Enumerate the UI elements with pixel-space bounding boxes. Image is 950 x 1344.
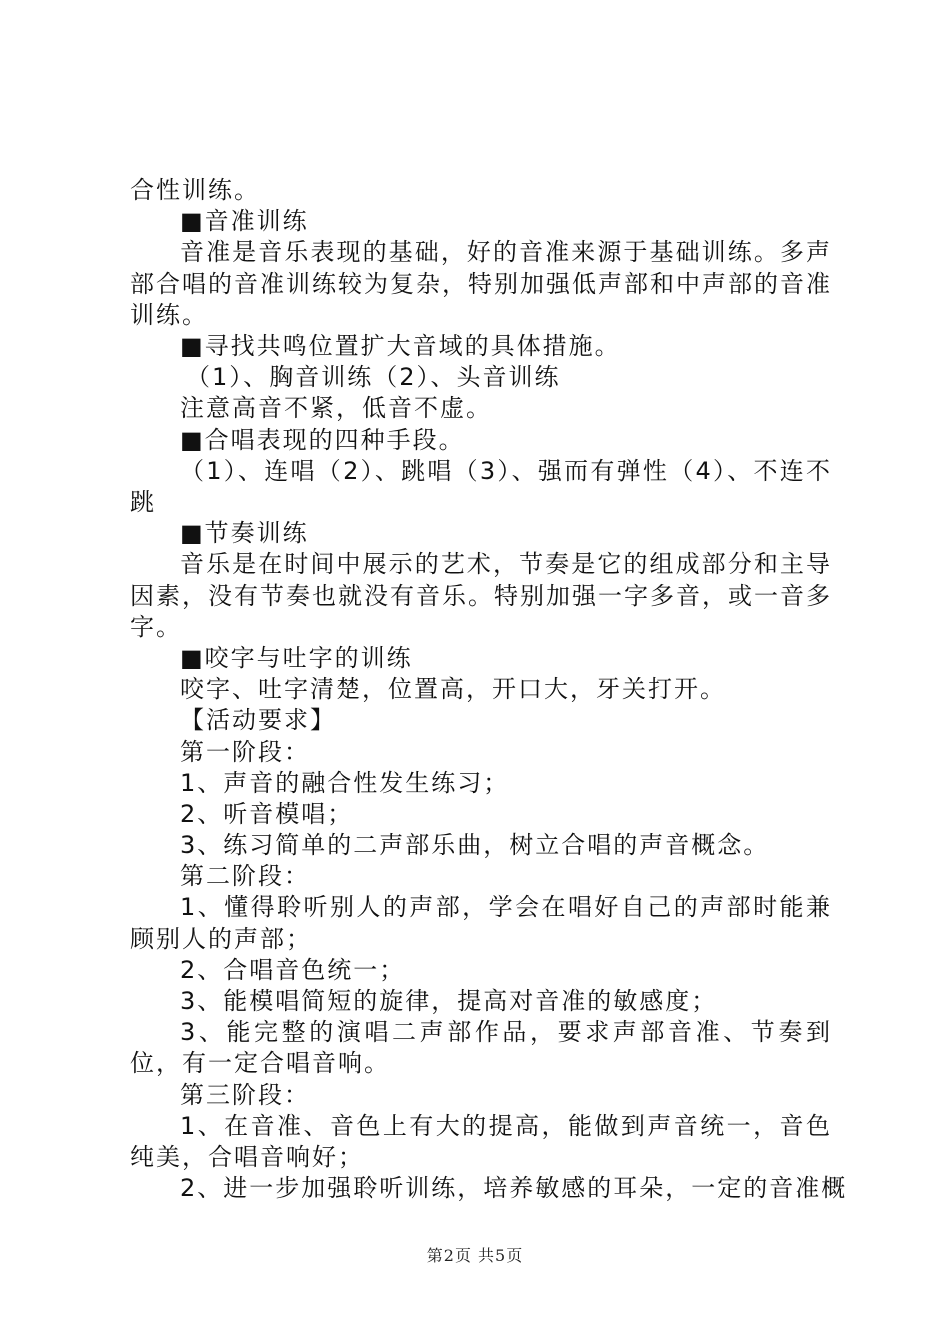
list-item: 1、懂得聆听别人的声部，学会在唱好自己的声部时能兼顾别人的声部； — [130, 893, 832, 953]
list-item: 3、能完整的演唱二声部作品，要求声部音准、节奏到位，有一定合唱音响。 — [130, 1018, 832, 1078]
section-heading: ■节奏训练 — [180, 519, 309, 548]
list-item: 1、在音准、音色上有大的提高，能做到声音统一，音色纯美，合唱音响好； — [130, 1111, 832, 1172]
paragraph: （1）、连唱（2）、跳唱（3）、强而有弹性（4）、不连不跳 — [130, 456, 832, 516]
section-heading: ■合唱表现的四种手段。 — [180, 425, 465, 454]
list-item: 3、练习简单的二声部乐曲，树立合唱的声音概念。 — [180, 831, 770, 860]
stage-heading: 第二阶段： — [180, 862, 310, 891]
section-heading: ■咬字与吐字的训练 — [180, 643, 413, 672]
list-item: 2、合唱音色统一； — [180, 955, 406, 984]
text-line: 合性训练。 — [130, 176, 260, 204]
stage-heading: 第三阶段： — [180, 1080, 310, 1109]
text-line: （1）、胸音训练（2）、头音训练 — [186, 363, 561, 392]
list-item: 3、能模唱简短的旋律，提高对音准的敏感度； — [180, 987, 718, 1016]
document-body — [130, 175, 848, 1204]
list-item: 2、进一步加强聆听训练，培养敏感的耳朵，一定的音准概 — [180, 1174, 848, 1203]
section-heading: ■寻找共鸣位置扩大音域的具体措施。 — [180, 331, 621, 360]
text-line: 注意高音不紧，低音不虚。 — [180, 394, 492, 423]
section-heading: 【活动要求】 — [180, 706, 336, 735]
stage-heading: 第一阶段： — [180, 737, 310, 766]
list-item: 1、声音的融合性发生练习； — [180, 768, 510, 797]
page-number: 第2页 共5页 — [426, 1246, 524, 1265]
paragraph: 音乐是在时间中展示的艺术，节奏是它的组成部分和主导因素，没有节奏也就没有音乐。特别加强一字多音，或一音多字。 — [130, 550, 832, 641]
list-item: 2、听音模唱； — [180, 799, 354, 828]
text-line: 咬字、吐字清楚，位置高，开口大，牙关打开。 — [180, 675, 726, 704]
paragraph: 音准是音乐表现的基础，好的音准来源于基础训练。多声部合唱的音准训练较为复杂，特别加强低声部和中声部的音准训练。 — [130, 238, 832, 329]
section-heading: ■音准训练 — [180, 207, 309, 236]
